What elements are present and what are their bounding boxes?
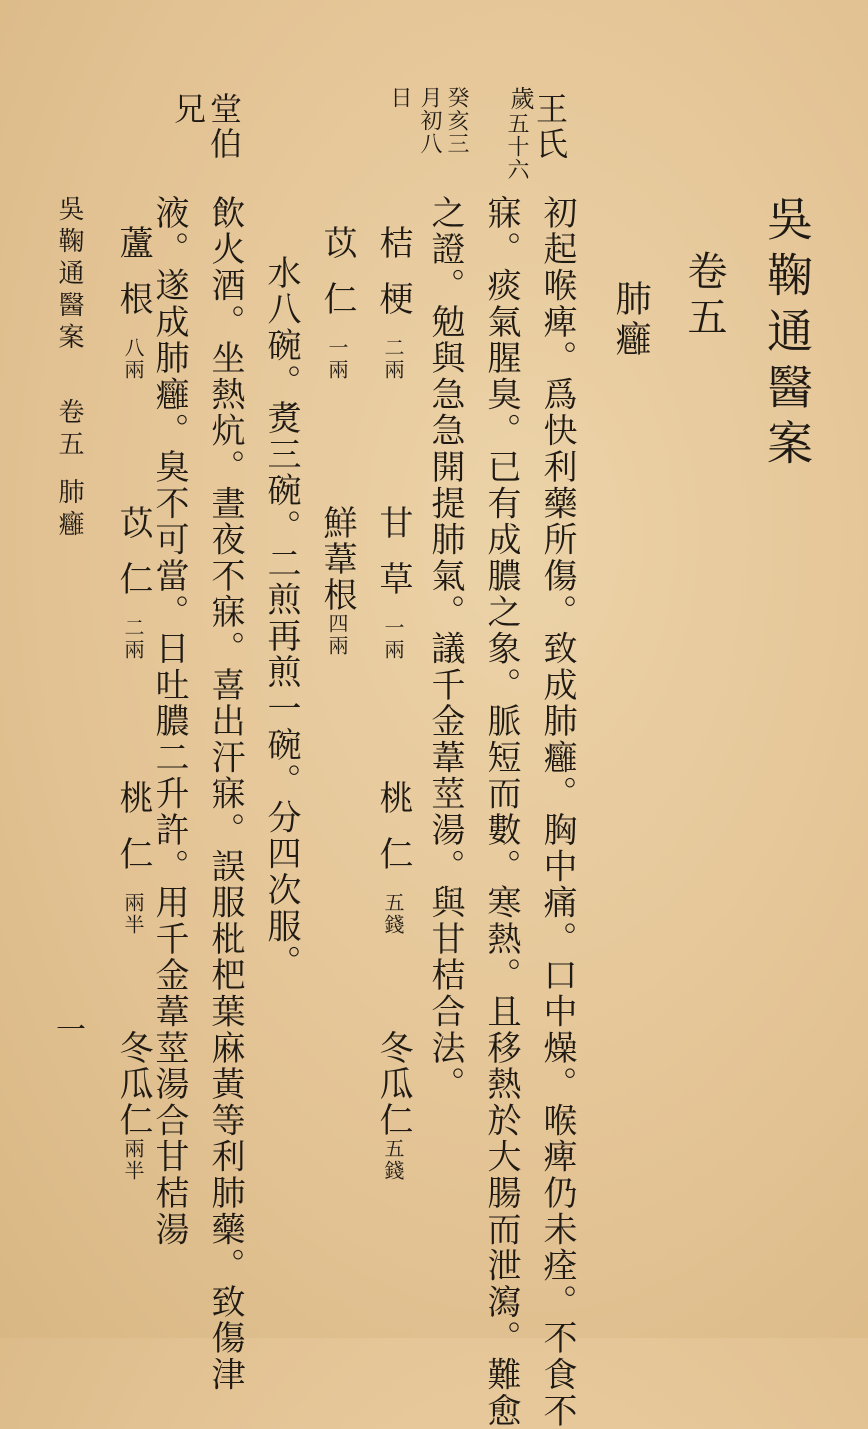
section-title: 肺癰 <box>610 280 651 360</box>
herb-name: 蘆根 <box>113 225 153 337</box>
case1-age: 五十六 <box>504 112 529 181</box>
herb-name: 桔梗 <box>373 225 413 337</box>
case2-herb-1 <box>113 225 153 381</box>
case2-name-line2: 兄 <box>169 92 207 127</box>
herb-dose: 二兩 <box>381 337 405 381</box>
herb-dose: 一兩 <box>381 617 405 661</box>
herb-name: 桃仁 <box>373 780 413 892</box>
case2-herb-2 <box>113 505 153 661</box>
herb-name: 苡仁 <box>317 225 357 337</box>
herb-dose: 四兩 <box>325 613 349 657</box>
herb-name: 鮮葦根 <box>317 505 357 613</box>
case1-date-line1: 癸亥三 <box>444 86 469 155</box>
margin-section: 肺癰 <box>54 478 84 542</box>
case1-herb-5 <box>317 225 357 381</box>
case1-herb-2 <box>373 505 413 661</box>
case2-text-col1: 飲火酒。坐熱炕。晝夜不寐。喜出汗寐。誤服枇杷葉麻黃等利肺藥。致傷津 <box>205 195 245 1393</box>
herb-dose: 兩半 <box>121 892 145 936</box>
case1-herb-3 <box>373 780 413 936</box>
case2-name-line1: 堂伯 <box>205 92 243 162</box>
case1-text-col2: 寐。痰氣腥臭。已有成膿之象。脈短而數。寒熱。且移熱於大腸而泄瀉。難愈 <box>481 195 521 1429</box>
herb-name: 甘草 <box>373 505 413 617</box>
case1-patient-name: 王氏 <box>531 92 569 162</box>
margin-volume: 卷五 <box>54 398 84 462</box>
herb-dose: 二兩 <box>121 617 145 661</box>
case1-herb-6 <box>317 505 357 657</box>
case2-herb-3 <box>113 780 153 936</box>
herb-name: 苡仁 <box>113 505 153 617</box>
herb-dose: 五錢 <box>381 892 405 936</box>
herb-name: 冬瓜仁 <box>373 1030 413 1138</box>
margin-book-title: 吳鞠通醫案 <box>54 195 84 355</box>
case2-text-col2: 液。遂成肺癰。臭不可當。日吐膿二升許。用千金葦莖湯合甘桔湯 <box>149 195 189 1248</box>
case1-instructions: 水八碗。煑三碗。二煎再煎一碗。分四次服。 <box>261 255 301 981</box>
case1-herb-1 <box>373 225 413 381</box>
case1-age-unit: 歲 <box>506 86 534 111</box>
herb-dose: 一兩 <box>325 337 349 381</box>
herb-name: 桃仁 <box>113 780 153 892</box>
volume-title: 卷五 <box>681 250 727 342</box>
herb-dose: 八兩 <box>121 337 145 381</box>
page-number: 一 <box>56 1013 86 1048</box>
case1-text-col1: 初起喉痺。爲快利藥所傷。致成肺癰。胸中痛。口中燥。喉痺仍未痊。不食不 <box>537 195 577 1429</box>
case1-text-col3: 之證。勉與急急開提肺氣。議千金葦莖湯。與甘桔合法。 <box>425 195 465 1103</box>
herb-dose: 五錢 <box>381 1138 405 1182</box>
herb-dose: 兩半 <box>121 1138 145 1182</box>
case1-date-line2: 月初八 <box>417 86 442 155</box>
case2-herb-4 <box>113 1030 153 1182</box>
book-title: 吳鞠通醫案 <box>760 195 814 475</box>
case1-date-line3: 日 <box>387 86 412 109</box>
herb-name: 冬瓜仁 <box>113 1030 153 1138</box>
case1-herb-4 <box>373 1030 413 1182</box>
